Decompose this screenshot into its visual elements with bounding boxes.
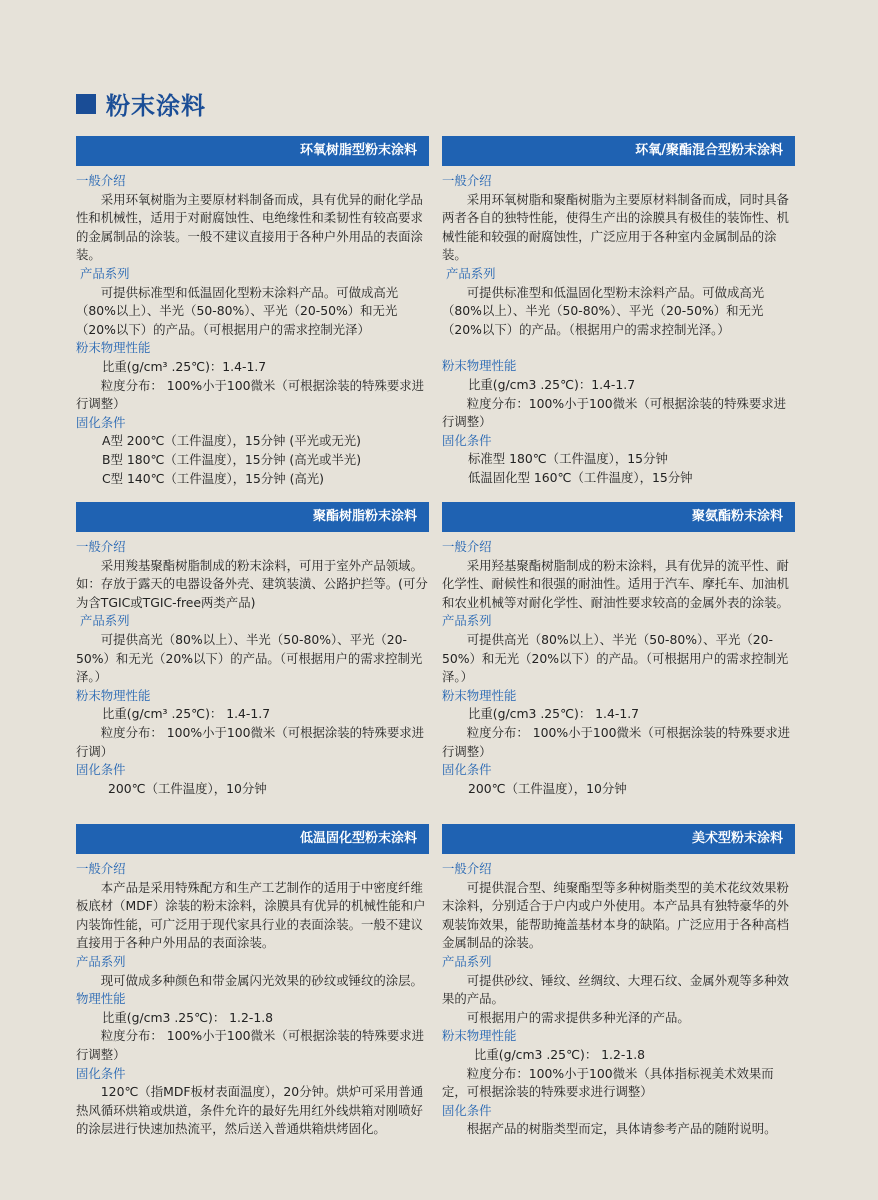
cure-line: 200℃（工件温度），10分钟 — [468, 780, 627, 796]
cure-line: B型 180℃（工件温度），15分钟 (高光或半光) — [102, 451, 362, 467]
page-title-text: 粉末涂料 — [106, 92, 206, 120]
cure-label: 固化条件 — [76, 762, 126, 778]
props-label: 粉末物理性能 — [442, 687, 517, 703]
props-label: 粉末物理性能 — [442, 358, 517, 374]
series-label: 产品系列 — [442, 953, 492, 969]
props-label: 物理性能 — [76, 991, 126, 1007]
section-header: 低温固化型粉末涂料 — [76, 824, 429, 854]
density-text: 比重(g/cm3 .25℃)： 1.2-1.8 — [102, 1009, 274, 1025]
series-text: 可提供高光（80%以上）、半光（50-80%）、平光（20-50%）和无光（20%以下）的产品。（可根据用户的需求控制光泽。） — [442, 631, 789, 685]
cure-label: 固化条件 — [442, 762, 492, 778]
cure-text: 根据产品的树脂类型而定，具体请参考产品的随附说明。 — [466, 1121, 777, 1137]
series-label: 产品系列 — [76, 953, 126, 969]
section-header: 环氧树脂型粉末涂料 — [76, 136, 429, 166]
section-polyurethane — [442, 502, 795, 798]
page-title — [76, 86, 206, 121]
intro-label: 一般介绍 — [76, 539, 126, 554]
cure-line: C型 140℃（工件温度），15分钟 (高光) — [102, 470, 325, 486]
density-text: 比重(g/cm³ .25℃)： 1.4-1.7 — [102, 706, 271, 722]
section-header: 美术型粉末涂料 — [442, 824, 795, 854]
density-text: 比重(g/cm3 .25℃)： 1.2-1.8 — [474, 1046, 646, 1062]
series-text: 可提供砂纹、锤纹、丝绸纹、大理石纹、金属外观等多种效果的产品。 — [442, 972, 789, 1007]
intro-text: 本产品是采用特殊配方和生产工艺制作的适用于中密度纤维板底材（MDF）涂装的粉末涂料，涂膜具有优异的机械性能和户内装饰性能，可广泛用于现代家具行业的表面涂装。一般不建议直接用于各种户外用品的表面涂装。 — [76, 879, 426, 951]
props-label: 粉末物理性能 — [442, 1028, 517, 1044]
section-art — [442, 824, 795, 1139]
particle-text: 粒度分布：100%小于100微米（具体指标视美术效果而定，可根据涂装的特殊要求进行调整） — [442, 1065, 774, 1100]
section-low-temp — [76, 824, 429, 1139]
cure-label: 固化条件 — [76, 414, 126, 430]
props-label: 粉末物理性能 — [76, 340, 151, 356]
particle-text: 粒度分布： 100%小于100微米（可根据涂装的特殊要求进行调整） — [442, 724, 791, 759]
series-label: 产品系列 — [80, 613, 130, 629]
series-text: 现可做成多种颜色和带金属闪光效果的砂纹或锤纹的涂层。 — [100, 972, 423, 988]
section-polyester — [76, 502, 429, 798]
cure-line: A型 200℃（工件温度），15分钟 (平光或无光) — [102, 433, 362, 449]
particle-text: 粒度分布： 100%小于100微米（可根据涂装的特殊要求进行调整） — [76, 377, 425, 412]
section-header: 环氧/聚酯混合型粉末涂料 — [442, 136, 795, 166]
title-square-icon — [76, 94, 96, 114]
section-epoxy — [76, 136, 429, 488]
cure-label: 固化条件 — [442, 1102, 492, 1118]
series-text: 可提供标准型和低温固化型粉末涂料产品。可做成高光（80%以上）、半光（50-80%）、平光（20-50%）和无光（20%以下）的产品。（可根据用户的需求控制光泽） — [76, 284, 399, 337]
series-label: 产品系列 — [446, 265, 496, 281]
props-label: 粉末物理性能 — [76, 687, 151, 703]
series-text: 可提供高光（80%以上）、半光（50-80%）、平光（20-50%）和无光（20%以下）的产品。（可根据用户的需求控制光泽。） — [76, 631, 423, 685]
density-text: 比重(g/cm³ .25℃)：1.4-1.7 — [102, 358, 267, 374]
intro-label: 一般介绍 — [76, 861, 126, 876]
series-text: 可提供标准型和低温固化型粉末涂料产品。可做成高光（80%以上）、半光（50-80%）、平光（20-50%）和无光（20%以下）的产品。（根据用户的需求控制光泽。） — [442, 284, 765, 337]
intro-text: 采用羟基聚酯树脂制成的粉末涂料，具有优异的流平性、耐化学性、耐候性和很强的耐油性。适用于汽车、摩托车、加油机和农业机械等对耐化学性、耐油性要求较高的金属外表的涂装。 — [442, 557, 789, 610]
section-header: 聚酯树脂粉末涂料 — [76, 502, 429, 532]
series-text-2: 可根据用户的需求提供多种光泽的产品。 — [466, 1009, 690, 1025]
intro-label: 一般介绍 — [76, 173, 126, 188]
series-label: 产品系列 — [80, 265, 130, 281]
density-text: 比重(g/cm3 .25℃)： 1.4-1.7 — [468, 706, 640, 722]
cure-line: 标准型 180℃（工件温度），15分钟 — [468, 451, 668, 467]
cure-line: 200℃（工件温度），10分钟 — [108, 780, 267, 796]
intro-label: 一般介绍 — [442, 539, 492, 554]
cure-label: 固化条件 — [76, 1065, 126, 1081]
series-label: 产品系列 — [442, 613, 492, 629]
intro-text: 采用环氧树脂为主要原材料制备而成，具有优异的耐化学品性和机械性，适用于对耐腐蚀性、电绝缘性和柔韧性有较高要求的金属制品的涂装。一般不建议直接用于各种户外用品的表面涂装。 — [76, 191, 423, 263]
section-header: 聚氨酯粉末涂料 — [442, 502, 795, 532]
cure-label: 固化条件 — [442, 432, 492, 448]
cure-line: 低温固化型 160℃（工件温度），15分钟 — [468, 469, 693, 485]
particle-text: 粒度分布： 100%小于100微米（可根据涂装的特殊要求进行调整） — [76, 1028, 425, 1062]
intro-label: 一般介绍 — [442, 173, 492, 188]
density-text: 比重(g/cm3 .25℃)：1.4-1.7 — [468, 376, 636, 392]
intro-text: 采用环氧树脂和聚酯树脂为主要原材料制备而成，同时具备两者各自的独特性能，使得生产出的涂膜具有极佳的装饰性、机械性能和较强的耐腐蚀性，广泛应用于各种室内金属制品的涂装。 — [442, 191, 789, 263]
intro-label: 一般介绍 — [442, 861, 492, 876]
cure-text: 120℃（指MDF板材表面温度），20分钟。烘炉可采用普通热风循环烘箱或烘道，条件允许的最好先用红外线烘箱对刚喷好的涂层进行快速加热流平，然后送入普通烘箱烘烤固化。 — [76, 1084, 424, 1137]
intro-text: 可提供混合型、纯聚酯型等多种树脂类型的美术花纹效果粉末涂料，分别适合于户内或户外使用。本产品具有独特豪华的外观装饰效果，能帮助掩盖基材本身的缺陷。广泛应用于各种高档金属制品的涂装。 — [442, 879, 789, 951]
intro-text: 采用羧基聚酯树脂制成的粉末涂料，可用于室外产品领域。如：存放于露天的电器设备外壳、建筑装潢、公路护拦等。(可分为含TGIC或TGIC-free两类产品) — [76, 557, 428, 610]
particle-text: 粒度分布： 100%小于100微米（可根据涂装的特殊要求进行调） — [76, 724, 425, 759]
section-epoxy-polyester — [442, 136, 795, 488]
particle-text: 粒度分布：100%小于100微米（可根据涂装的特殊要求进行调整） — [442, 395, 787, 430]
